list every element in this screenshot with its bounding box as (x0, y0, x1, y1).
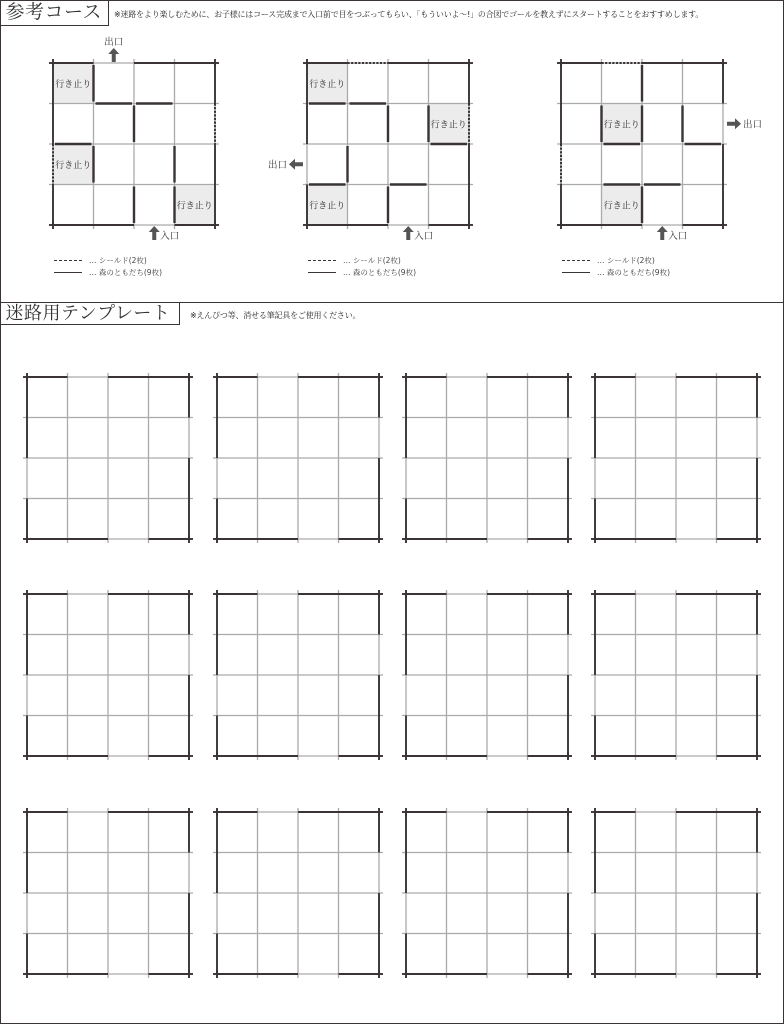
maze-template-note: ※えんぴつ等、消せる筆記具をご使用ください。 (190, 311, 361, 320)
exit-label: 出口 (742, 118, 762, 130)
exit-arrow-left-icon (289, 158, 303, 169)
reference-course-title: 参考コース (0, 0, 109, 26)
dead-end-label: 行き止り (54, 79, 91, 90)
dead-end-label: 行き止り (308, 79, 345, 90)
dead-end-label: 行き止り (603, 119, 640, 130)
dead-end-label: 行き止り (54, 160, 91, 171)
legend-wall-label: … 森のともだち(9枚) (89, 267, 163, 277)
maze-template-grid (23, 808, 193, 978)
legend-shield-label: … シールド(2枚) (597, 255, 655, 265)
solid-line-icon (54, 272, 82, 273)
dashed-line-icon (562, 260, 590, 261)
legend-shield-row (54, 254, 162, 266)
legend-wall-label: … 森のともだち(9枚) (343, 267, 417, 277)
maze-legend-2 (308, 254, 416, 278)
maze-template-grid (402, 373, 572, 543)
entrance-arrow-up-icon (402, 226, 413, 240)
maze-template-grid (213, 590, 383, 760)
reference-maze-2 (267, 59, 472, 242)
reference-course-note: ※迷路をより楽しむために、お子様にはコース完成まで入口前で目をつぶってもらい、「もういいよ〜!」の合図でゴールを教えずにスタートすることをおすすめします。 (114, 10, 704, 19)
legend-wall-label: … 森のともだち(9枚) (597, 267, 671, 277)
maze-template-grid (591, 590, 761, 760)
solid-line-icon (308, 272, 336, 273)
dead-end-label: 行き止り (603, 200, 640, 211)
dead-end-label: 行き止り (430, 119, 467, 130)
legend-wall-row (308, 266, 416, 278)
maze-template-grid (402, 590, 572, 760)
maze-template-grid (591, 808, 761, 978)
solid-line-icon (562, 272, 590, 273)
maze-template-grid (213, 808, 383, 978)
legend-shield-label: … シールド(2枚) (89, 255, 147, 265)
reference-maze-3 (557, 59, 762, 242)
entrance-label: 入口 (413, 230, 433, 242)
maze-template-grid (213, 373, 383, 543)
entrance-arrow-up-icon (656, 226, 667, 240)
exit-label: 出口 (267, 159, 287, 171)
maze-template-grid (591, 373, 761, 543)
exit-arrow-up-icon (108, 48, 119, 62)
exit-arrow-right-icon (727, 118, 741, 129)
legend-shield-row (308, 254, 416, 266)
dashed-line-icon (54, 260, 82, 261)
legend-shield-label: … シールド(2枚) (343, 255, 401, 265)
dashed-line-icon (308, 260, 336, 261)
maze-legend-1 (54, 254, 162, 278)
dead-end-label: 行き止り (176, 200, 213, 211)
maze-template-title: 迷路用テンプレート (0, 302, 180, 325)
entrance-arrow-up-icon (148, 226, 159, 240)
dead-end-label: 行き止り (308, 200, 345, 211)
legend-wall-row (54, 266, 162, 278)
maze-template-grid (402, 808, 572, 978)
exit-label: 出口 (103, 36, 123, 48)
entrance-label: 入口 (667, 230, 687, 242)
reference-maze-1 (49, 36, 219, 242)
legend-wall-row (562, 266, 670, 278)
maze-legend-3 (562, 254, 670, 278)
maze-template-grid (23, 590, 193, 760)
maze-template-grid (23, 373, 193, 543)
entrance-label: 入口 (159, 230, 179, 242)
legend-shield-row (562, 254, 670, 266)
